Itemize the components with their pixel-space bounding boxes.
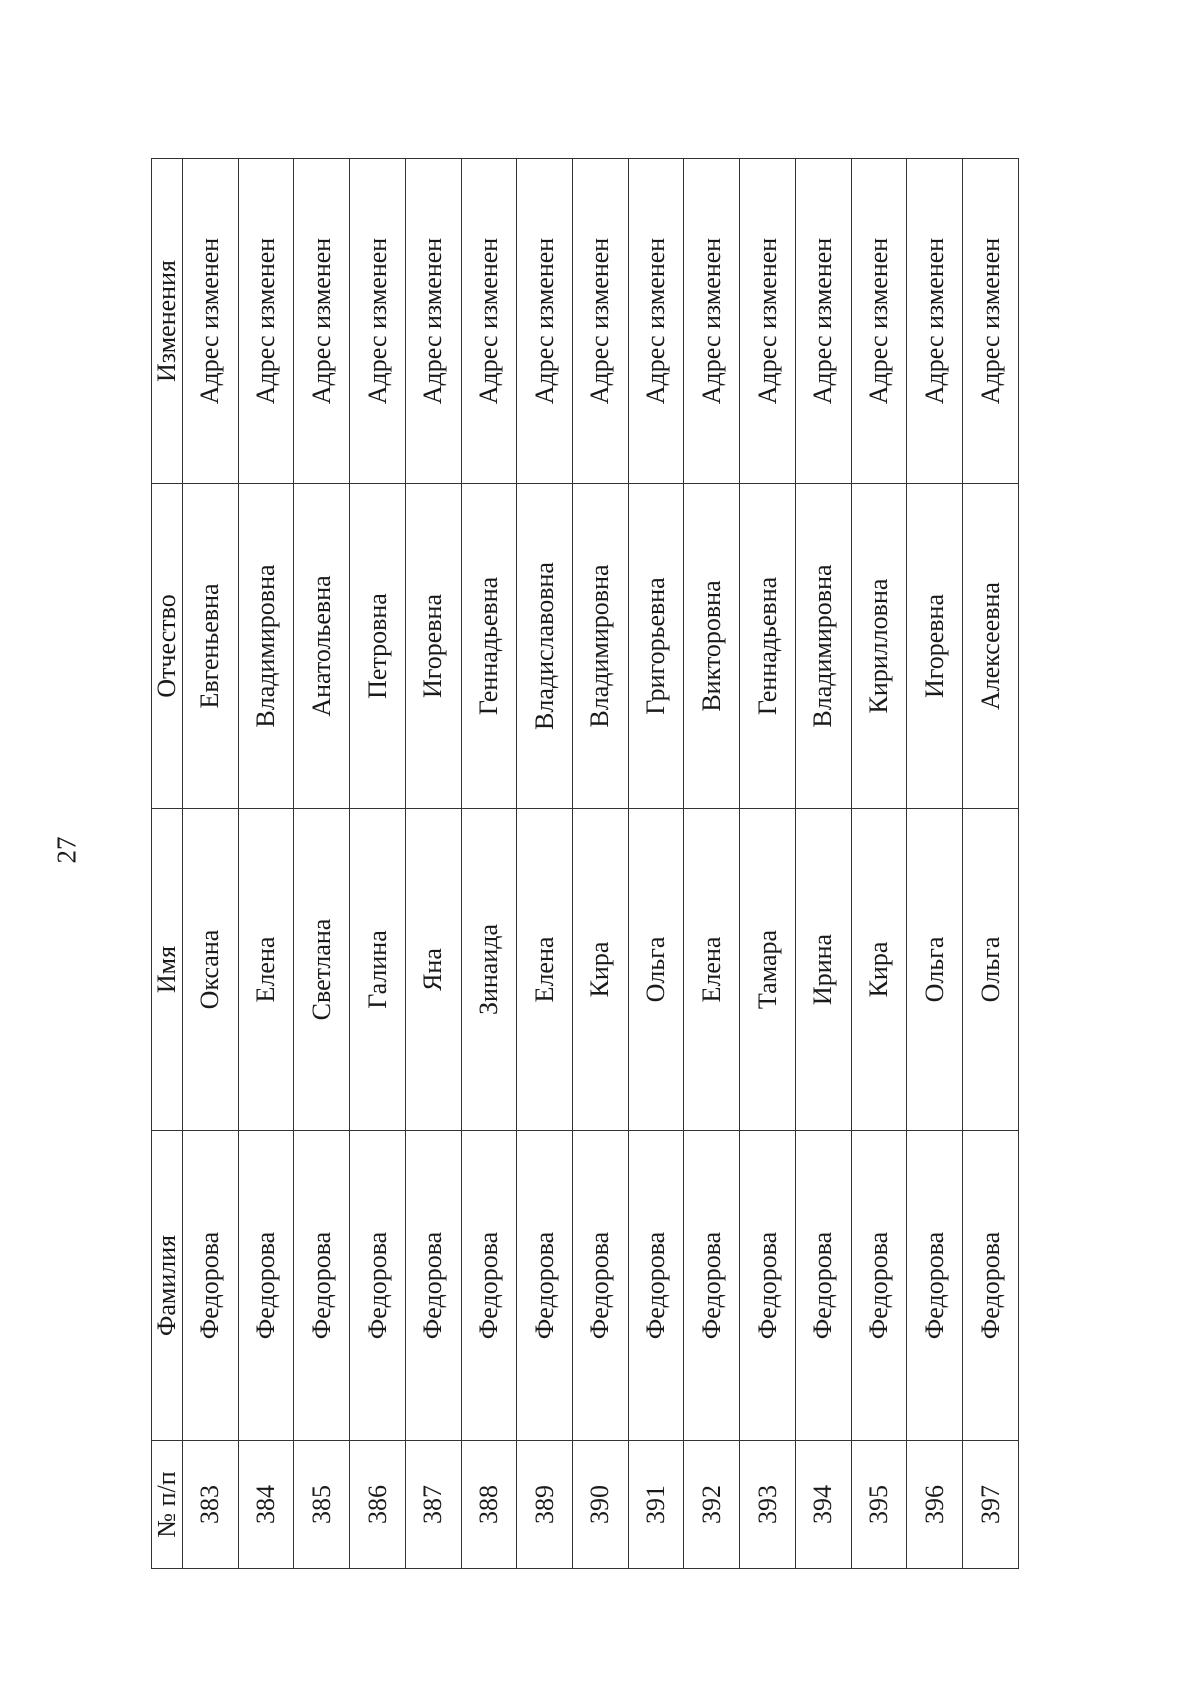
cell-last-name: Федорова <box>684 1131 740 1441</box>
table-row <box>294 159 350 1569</box>
table-row <box>851 159 907 1569</box>
table-container <box>151 159 1019 1569</box>
cell-changes: Адрес изменен <box>350 159 406 484</box>
table-row <box>461 159 517 1569</box>
cell-last-name: Федорова <box>851 1131 907 1441</box>
cell-last-name: Федорова <box>963 1131 1019 1441</box>
cell-first-name: Ольга <box>907 809 963 1131</box>
cell-last-name: Федорова <box>350 1131 406 1441</box>
cell-patronymic: Геннадьевна <box>461 484 517 809</box>
cell-changes: Адрес изменен <box>238 159 294 484</box>
header-patronymic: Отчество <box>152 484 183 809</box>
cell-patronymic: Алексеевна <box>963 484 1019 809</box>
cell-number: 387 <box>405 1441 461 1569</box>
table-row <box>573 159 629 1569</box>
page-number: 27 <box>51 836 82 864</box>
cell-changes: Адрес изменен <box>684 159 740 484</box>
cell-patronymic: Игоревна <box>405 484 461 809</box>
cell-number: 384 <box>238 1441 294 1569</box>
cell-last-name: Федорова <box>740 1131 796 1441</box>
cell-patronymic: Владимировна <box>238 484 294 809</box>
cell-changes: Адрес изменен <box>517 159 573 484</box>
cell-patronymic: Владиславовна <box>517 484 573 809</box>
header-number: № п/п <box>152 1441 183 1569</box>
cell-changes: Адрес изменен <box>405 159 461 484</box>
table-row <box>907 159 963 1569</box>
table-body <box>183 159 1019 1569</box>
cell-first-name: Галина <box>350 809 406 1131</box>
cell-last-name: Федорова <box>907 1131 963 1441</box>
cell-patronymic: Геннадьевна <box>740 484 796 809</box>
cell-last-name: Федорова <box>795 1131 851 1441</box>
cell-changes: Адрес изменен <box>628 159 684 484</box>
cell-first-name: Елена <box>517 809 573 1131</box>
table-row <box>684 159 740 1569</box>
cell-number: 393 <box>740 1441 796 1569</box>
table-row <box>628 159 684 1569</box>
cell-patronymic: Петровна <box>350 484 406 809</box>
cell-last-name: Федорова <box>183 1131 239 1441</box>
cell-first-name: Кира <box>851 809 907 1131</box>
cell-patronymic: Григорьевна <box>628 484 684 809</box>
cell-changes: Адрес изменен <box>183 159 239 484</box>
cell-number: 394 <box>795 1441 851 1569</box>
cell-number: 390 <box>573 1441 629 1569</box>
cell-patronymic: Евгеньевна <box>183 484 239 809</box>
cell-changes: Адрес изменен <box>795 159 851 484</box>
cell-first-name: Оксана <box>183 809 239 1131</box>
header-first-name: Имя <box>152 809 183 1131</box>
cell-patronymic: Владимировна <box>795 484 851 809</box>
header-last-name: Фамилия <box>152 1131 183 1441</box>
cell-changes: Адрес изменен <box>573 159 629 484</box>
cell-number: 388 <box>461 1441 517 1569</box>
cell-number: 385 <box>294 1441 350 1569</box>
cell-first-name: Ольга <box>963 809 1019 1131</box>
cell-changes: Адрес изменен <box>907 159 963 484</box>
table-row <box>795 159 851 1569</box>
table-row <box>963 159 1019 1569</box>
header-changes: Изменения <box>152 159 183 484</box>
cell-last-name: Федорова <box>461 1131 517 1441</box>
cell-last-name: Федорова <box>238 1131 294 1441</box>
cell-number: 395 <box>851 1441 907 1569</box>
cell-last-name: Федорова <box>405 1131 461 1441</box>
cell-first-name: Ольга <box>628 809 684 1131</box>
cell-changes: Адрес изменен <box>963 159 1019 484</box>
table-row <box>183 159 239 1569</box>
header-row <box>152 159 183 1569</box>
cell-patronymic: Кирилловна <box>851 484 907 809</box>
cell-first-name: Кира <box>573 809 629 1131</box>
cell-patronymic: Игоревна <box>907 484 963 809</box>
cell-last-name: Федорова <box>573 1131 629 1441</box>
cell-changes: Адрес изменен <box>851 159 907 484</box>
cell-first-name: Тамара <box>740 809 796 1131</box>
table-row <box>350 159 406 1569</box>
cell-first-name: Елена <box>238 809 294 1131</box>
cell-number: 392 <box>684 1441 740 1569</box>
table-row <box>405 159 461 1569</box>
cell-patronymic: Викторовна <box>684 484 740 809</box>
registry-table <box>151 158 1019 1569</box>
cell-number: 383 <box>183 1441 239 1569</box>
cell-first-name: Светлана <box>294 809 350 1131</box>
cell-first-name: Ирина <box>795 809 851 1131</box>
cell-last-name: Федорова <box>628 1131 684 1441</box>
table-row <box>238 159 294 1569</box>
cell-number: 386 <box>350 1441 406 1569</box>
cell-number: 391 <box>628 1441 684 1569</box>
cell-first-name: Зинаида <box>461 809 517 1131</box>
cell-changes: Адрес изменен <box>740 159 796 484</box>
cell-number: 389 <box>517 1441 573 1569</box>
cell-number: 396 <box>907 1441 963 1569</box>
table-row <box>517 159 573 1569</box>
cell-patronymic: Владимировна <box>573 484 629 809</box>
cell-first-name: Елена <box>684 809 740 1131</box>
cell-first-name: Яна <box>405 809 461 1131</box>
cell-changes: Адрес изменен <box>294 159 350 484</box>
cell-changes: Адрес изменен <box>461 159 517 484</box>
cell-number: 397 <box>963 1441 1019 1569</box>
cell-last-name: Федорова <box>294 1131 350 1441</box>
cell-last-name: Федорова <box>517 1131 573 1441</box>
cell-patronymic: Анатольевна <box>294 484 350 809</box>
table-row <box>740 159 796 1569</box>
